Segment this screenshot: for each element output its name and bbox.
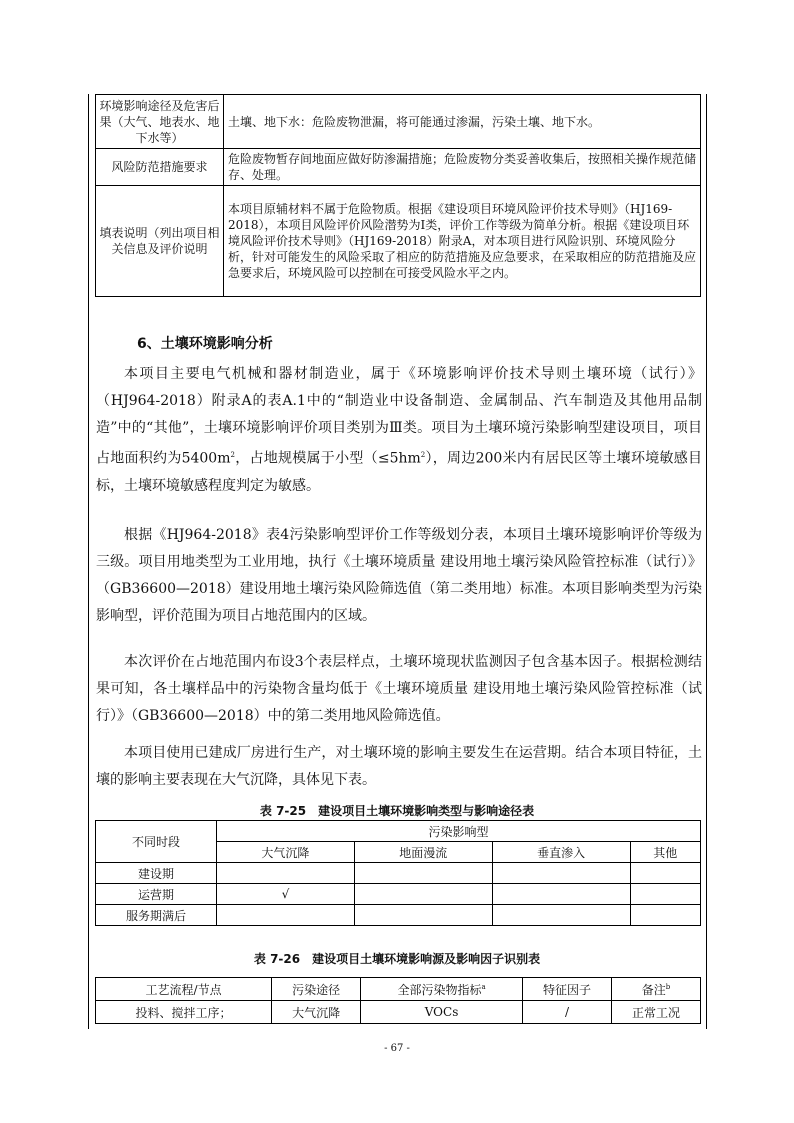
table-cell [492,884,630,905]
table-cell: 大气沉降 [272,1001,361,1024]
table-cell [630,863,700,884]
impact-type-table [95,820,701,926]
table-row [96,884,701,905]
stub-header: 不同时段 [96,821,217,863]
period-cell: 建设期 [96,863,217,884]
table-row [96,821,701,842]
table-row [96,905,701,926]
column-header: 垂直渗入 [492,842,630,863]
paragraph-1: 本项目主要电气机械和器材制造业，属于《环境影响评价技术导则土壤环境（试行）》（HJ964-2018）附录A的表A.1中的“制造业中设备制造、金属制品、汽车制造及其他用品制造”中的“其他”，土壤环境影响评价项目类别为Ⅲ类。项目为土壤环境污染影响型建设项目，项目占地面积约为$5400m^2$，占地规模属于小型$(\le 5hm^2)$，周边200米内有居民区等土壤环境敏感目标，土壤环境敏感程度判定为敏感。 [96,366,702,494]
table-cell [354,863,492,884]
table-cell [492,905,630,926]
row-value: 危险废物暂存间地面应做好防渗漏措施；危险废物分类妥善收集后，按照相关操作规范储存、处理。 [224,149,701,186]
table-cell: 投料、搅拌工序； [96,1001,272,1024]
paragraph-2: 根据《HJ964-2018》表4污染影响型评价工作等级划分表，本项目土壤环境影响评价等级为三级。项目用地类型为工业用地，执行《土壤环境质量 建设用地土壤污染风险管控标准（试行）》（GB36600—2018）建设用地土壤污染风险筛选值（第二类用地）标准。本项目影响类型为污染影响型，评价范围为项目占地范围内的区域。 [96,527,702,624]
group-header: 污染影响型 [217,821,701,842]
table-cell [630,905,700,926]
column-header: 全部污染物指标$^a$ [361,978,523,1001]
page-number: - 67 - [384,1043,410,1054]
column-header: 其他 [630,842,700,863]
risk-summary-table [95,94,701,297]
period-cell: 服务期满后 [96,905,217,926]
table-cell [492,863,630,884]
table-725-caption: 表 7-25 建设项目土壤环境影响类型与影响途径表 [259,804,535,818]
column-header: 大气沉降 [217,842,355,863]
paragraph-3: 本次评价在占地范围内布设3个表层样点，土壤环境现状监测因子包含基本因子。根据检测结果可知，各土壤样品中的污染物含量均低于《土壤环境质量 建设用地土壤污染风险管控标准（试行）》（GB36600—2018）中的第二类用地风险筛选值。 [96,654,702,724]
row-label: 填表说明（列出项目相关信息及评价说明 [96,186,224,297]
row-label: 环境影响途径及危害后果（大气、地表水、地下水等） [96,95,224,149]
period-cell: 运营期 [96,884,217,905]
section-heading: 6、土壤环境影响分析 [137,336,273,352]
column-header: 特征因子 [523,978,612,1001]
row-value: 本项目原辅材料不属于危险物质。根据《建设项目环境风险评价技术导则》（HJ169-2018），本项目风险评价风险潜势为Ⅰ类，评价工作等级为简单分析。根据《建设项目环境风险评价技术导则》（HJ169-2018）附录A，对本项目进行风险识别、环境风险分析，针对可能发生的风险采取了相应的防范措施及应急要求，在采取相应的防范措施及应急要求后，环境风险可以控制在可接受风险水平之内。 [224,186,701,297]
table-cell: 正常工况 [611,1001,700,1024]
table-row [96,978,701,1001]
table-726-caption: 表 7-26 建设项目土壤环境影响源及影响因子识别表 [253,952,541,966]
column-header: 备注$^b$ [611,978,700,1001]
impact-source-table [95,977,701,1024]
column-header: 工艺流程/节点 [96,978,272,1001]
table-row [96,186,701,297]
column-header: 污染途径 [272,978,361,1001]
column-header: 地面漫流 [354,842,492,863]
paragraph-4: 本项目使用已建成厂房进行生产，对土壤环境的影响主要发生在运营期。结合本项目特征，土壤的影响主要表现在大气沉降，具体见下表。 [96,745,702,788]
table-cell: / [523,1001,612,1024]
table-row [96,863,701,884]
table-row [96,1001,701,1024]
row-label: 风险防范措施要求 [96,149,224,186]
table-row [96,95,701,149]
table-row [96,149,701,186]
table-cell [354,884,492,905]
table-cell [354,905,492,926]
table-cell [630,884,700,905]
row-value: 土壤、地下水：危险废物泄漏，将可能通过渗漏，污染土壤、地下水。 [224,95,701,149]
table-cell [217,905,355,926]
table-cell [217,863,355,884]
table-cell: √ [217,884,355,905]
table-cell: VOCs [361,1001,523,1024]
